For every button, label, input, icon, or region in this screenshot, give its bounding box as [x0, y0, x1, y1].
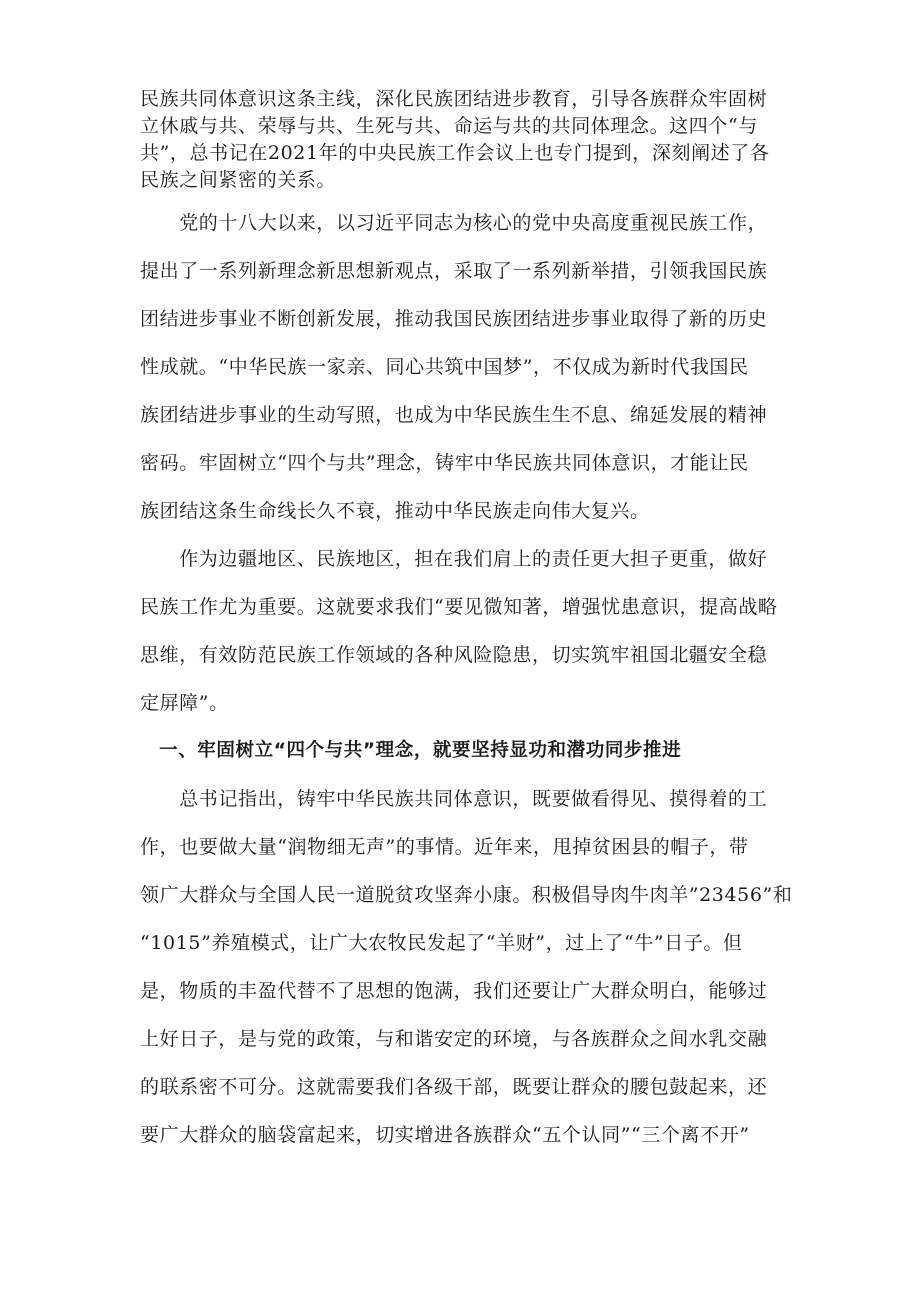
text-line: 族团结这条生命线长久不衰，推动中华民族走向伟大复兴。 [140, 500, 650, 522]
paragraph-3 [140, 535, 790, 727]
document-page [140, 86, 793, 1159]
text-line: 作为边疆地区、民族地区，担在我们肩上的责任更大担子更重，做好 [140, 548, 768, 570]
text-line: 密码。牢固树立“四个与共”理念，铸牢中华民族共同体意识，才能让民 [140, 452, 749, 474]
text-line: 领广大群众与全国人民一道脱贫攻坚奔小康。积极倡导肉牛肉羊”23456”和 [140, 884, 793, 906]
section-heading [140, 727, 790, 775]
paragraph-4 [140, 775, 793, 1159]
text-line: 总书记指出，铸牢中华民族共同体意识，既要做看得见、摸得着的工 [140, 788, 768, 810]
text-line: 的联系密不可分。这就需要我们各级干部，既要让群众的腰包鼓起来，还 [140, 1076, 768, 1098]
text-line: 团结进步事业不断创新发展，推动我国民族团结进步事业取得了新的历史 [140, 308, 768, 330]
text-line: 立休戚与共、荣辱与共、生死与共、命运与共的共同体理念。这四个“与 [140, 115, 758, 137]
text-line: 性成就。“中华民族一家亲、同心共筑中国梦”，不仅成为新时代我国民 [140, 356, 749, 378]
text-line: 党的十八大以来，以习近平同志为核心的党中央高度重视民族工作， [140, 212, 768, 234]
text-line: 要广大群众的脑袋富起来，切实增进各族群众“五个认同”“三个离不开” [140, 1124, 750, 1146]
text-line: “1015”养殖模式，让广大农牧民发起了“羊财”，过上了“牛”日子。但 [140, 932, 743, 954]
heading-text: 一、牢固树立“四个与共”理念，就要坚持显功和潜功同步推进 [140, 740, 682, 761]
text-line: 思维，有效防范民族工作领域的各种风险隐患，切实筑牢祖国北疆安全稳 [140, 644, 768, 666]
text-line: 上好日子，是与党的政策，与和谐安定的环境，与各族群众之间水乳交融 [140, 1028, 768, 1050]
text-line: 是，物质的丰盈代替不了思想的饱满，我们还要让广大群众明白，能够过 [140, 980, 768, 1002]
text-line: 提出了一系列新理念新思想新观点，采取了一系列新举措，引领我国民族 [140, 260, 768, 282]
paragraph-2 [140, 199, 790, 535]
intro-paragraph [140, 86, 790, 194]
text-line: 共”，总书记在2021年的中央民族工作会议上也专门提到，深刻阐述了各 [140, 142, 770, 164]
text-line: 定屏障”。 [140, 692, 229, 714]
text-line: 民族之间紧密的关系。 [140, 169, 337, 191]
text-line: 民族共同体意识这条主线，深化民族团结进步教育，引导各族群众牢固树 [140, 88, 768, 110]
text-line: 作，也要做大量“润物细无声”的事情。近年来，甩掉贫困县的帽子，带 [140, 836, 749, 858]
text-line: 族团结进步事业的生动写照，也成为中华民族生生不息、绵延发展的精神 [140, 404, 768, 426]
text-line: 民族工作尤为重要。这就要求我们“要见微知著，增强忧患意识，提高战略 [140, 596, 778, 618]
